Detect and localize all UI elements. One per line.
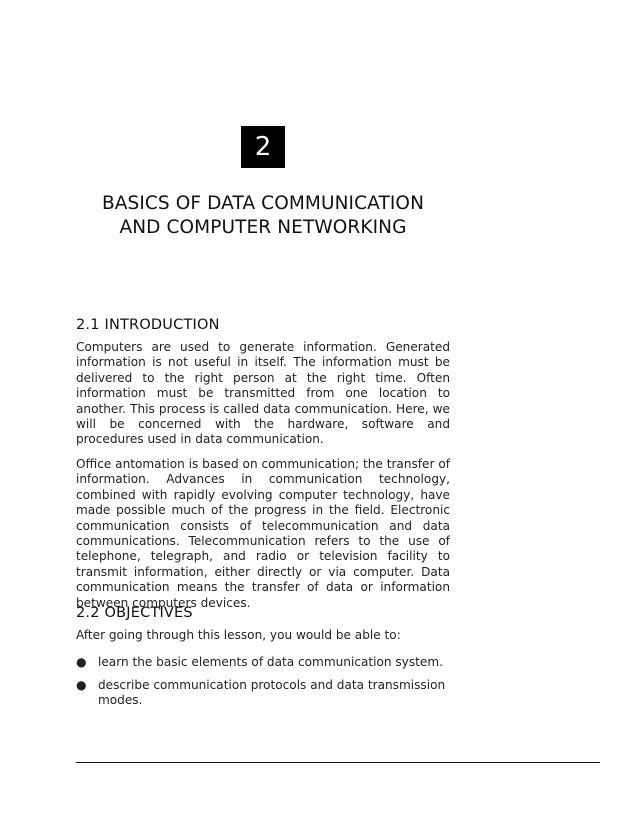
objective-text: describe communication protocols and data transmission modes.	[98, 678, 446, 708]
section-heading-objectives: 2.2 OBJECTIVES	[76, 605, 193, 621]
footer-rule	[76, 762, 600, 763]
bullet-icon: ●	[76, 678, 87, 692]
chapter-title-line-1: BASICS OF DATA COMMUNICATION	[101, 193, 425, 214]
bullet-icon: ●	[76, 655, 87, 669]
chapter-title-line-2: AND COMPUTER NETWORKING	[119, 217, 407, 238]
objectives-lead: After going through this lesson, you would be able to:	[76, 628, 401, 642]
objective-text: learn the basic elements of data communication system.	[98, 655, 443, 669]
section-heading-introduction: 2.1 INTRODUCTION	[76, 317, 220, 333]
introduction-paragraph-2: Office antomation is based on communication; the transfer of information. Advances in communication technology, combined with rapidly evolving computer technology, have made possible much of the progress in the field. Electronic communication consists of telecommunication and data communications. Telecommunication refers to the use of telephone, telegraph, and radio or television facility to transmit information, either directly or via computer. Data communication means the transfer of data or information between computers devices.	[76, 457, 450, 610]
chapter-number-badge: 2	[241, 126, 285, 168]
introduction-paragraph-1: Computers are used to generate information. Generated information is not useful in itself. The information must be delivered to the right person at the right time. Often information must be transmitted from one location to another. This process is called data communication. Here, we will be concerned with the hardware, software and procedures used in data communication.	[76, 340, 450, 447]
